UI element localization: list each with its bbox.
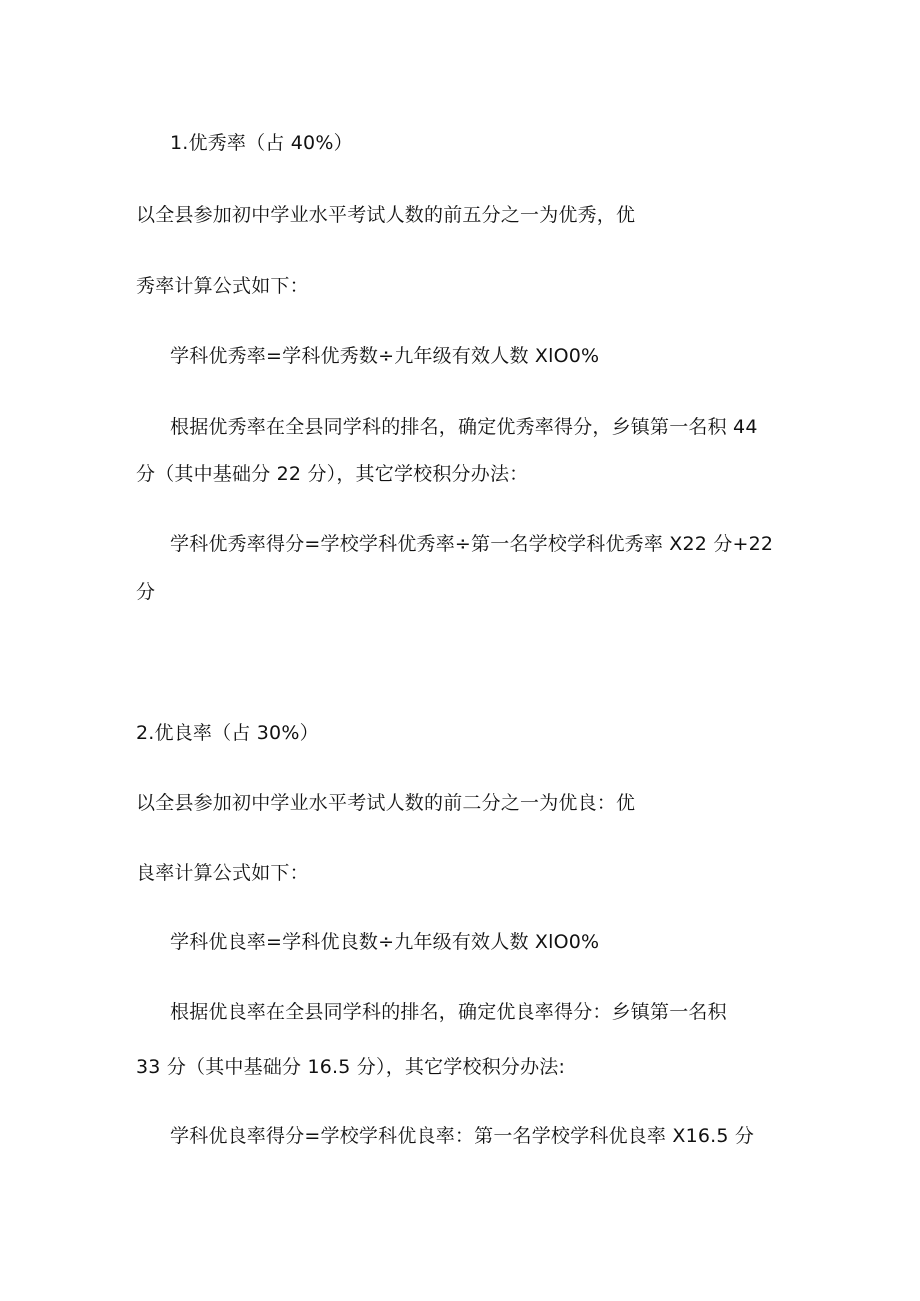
section1-intro-line1: 以全县参加初中学业水平考试人数的前五分之一为优秀，优 bbox=[136, 204, 636, 226]
section2-ranking-line2: 33 分（其中基础分 16.5 分），其它学校积分办法: bbox=[136, 1056, 566, 1078]
section1-ranking-line1: 根据优秀率在全县同学科的排名，确定优秀率得分，乡镇第一名积 44 bbox=[170, 416, 758, 438]
section2-intro-line1: 以全县参加初中学业水平考试人数的前二分之一为优良：优 bbox=[136, 792, 636, 814]
section1-ranking-line2: 分（其中基础分 22 分），其它学校积分办法： bbox=[136, 463, 529, 485]
section1-intro-line2: 秀率计算公式如下： bbox=[136, 275, 309, 297]
section1-formula: 学科优秀率=学科优秀数÷九年级有效人数 XlO0% bbox=[170, 345, 600, 367]
section2-formula: 学科优良率=学科优良数÷九年级有效人数 XlO0% bbox=[170, 931, 600, 953]
section2-ranking-line1: 根据优良率在全县同学科的排名，确定优良率得分：乡镇第一名积 bbox=[170, 1001, 727, 1023]
section2-heading: 2.优良率（占 30%） bbox=[136, 722, 319, 744]
section2-intro-line2: 良率计算公式如下： bbox=[136, 862, 309, 884]
section1-score-formula-line2: 分 bbox=[136, 581, 156, 603]
section1-heading: 1.优秀率（占 40%） bbox=[170, 132, 353, 154]
section2-score-formula-line1: 学科优良率得分=学校学科优良率：第一名学校学科优良率 X16.5 分 bbox=[170, 1125, 755, 1147]
section1-score-formula-line1: 学科优秀率得分=学校学科优秀率÷第一名学校学科优秀率 X22 分+22 bbox=[170, 533, 774, 555]
